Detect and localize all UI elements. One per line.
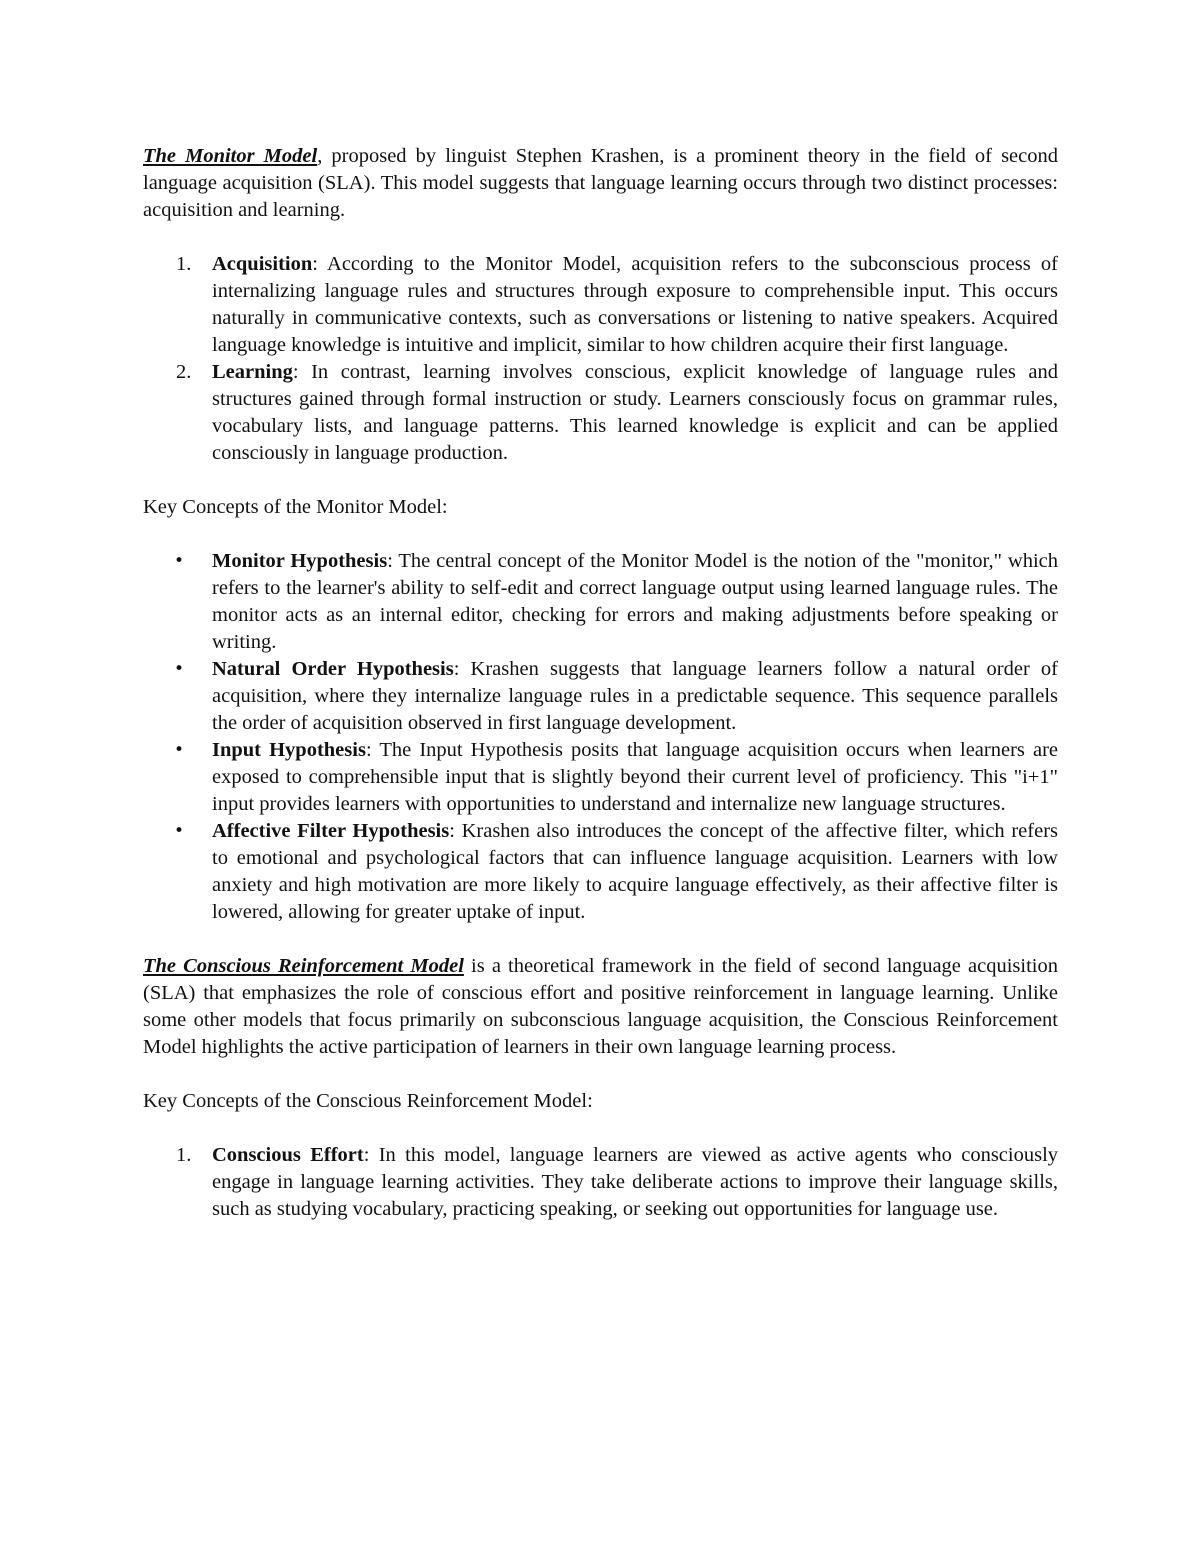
monitor-model-intro — [143, 143, 1058, 224]
bullet-icon: • — [174, 821, 185, 841]
conscious-model-intro-text: is a theoretical framework in the field of second language acquisition (SLA) that emphasizes the role of conscious effort and positive reinforcement in language learning. Unlike some other models that focus primarily on subconscious language acquisition, the Conscious Reinforcement Model highlights the active participation of learners in their own language learning process. — [143, 955, 1058, 1058]
bullet-icon: • — [174, 551, 185, 571]
list-item-input-hypothesis — [143, 737, 1058, 818]
list-number: 1. — [176, 1144, 192, 1166]
term-acquisition: Acquisition — [212, 253, 313, 275]
conscious-concepts-list — [143, 1142, 1058, 1223]
conscious-model-intro — [143, 953, 1058, 1061]
item-text: : In contrast, learning involves conscious, explicit knowledge of language rules and structures gained through formal instruction or study. Learners consciously focus on grammar rules, vocabulary lists, and language patterns. This learned knowledge is explicit and can be applied consciously in language production. — [212, 361, 1058, 464]
term-learning: Learning — [212, 361, 293, 383]
monitor-key-concepts-heading: Key Concepts of the Monitor Model: — [143, 496, 448, 518]
list-item-acquisition — [143, 251, 1058, 359]
item-text: : Krashen suggests that language learners follow a natural order of acquisition, where they internalize language rules in a predictable sequence. This sequence parallels the order of acquisition observed in first language development. — [212, 658, 1058, 734]
list-number: 1. — [176, 253, 192, 275]
list-item-natural-order-hypothesis — [143, 656, 1058, 737]
spacer — [143, 1061, 1058, 1088]
spacer — [143, 224, 1058, 251]
term-natural-order-hypothesis: Natural Order Hypothesis — [212, 658, 454, 680]
list-item-monitor-hypothesis — [143, 548, 1058, 656]
spacer — [143, 467, 1058, 494]
processes-list — [143, 251, 1058, 467]
spacer — [143, 926, 1058, 953]
item-text: : The central concept of the Monitor Model is the notion of the "monitor," which refers to the learner's ability to self-edit and correct language output using learned language rules. The monitor acts as an internal editor, checking for errors and making adjustments before speaking or writing. — [212, 550, 1058, 653]
item-text: : In this model, language learners are viewed as active agents who consciously engage in language learning activities. They take deliberate actions to improve their language skills, such as studying vocabulary, practicing speaking, or seeking out opportunities for language use. — [212, 1144, 1059, 1220]
spacer — [143, 1115, 1058, 1142]
monitor-concepts-list — [143, 548, 1058, 926]
item-text: : Krashen also introduces the concept of the affective filter, which refers to emotional and psychological factors that can influence language acquisition. Learners with low anxiety and high motivation are more likely to acquire language effectively, as their affective filter is lowered, allowing for greater uptake of input. — [212, 820, 1058, 923]
list-item-conscious-effort — [143, 1142, 1058, 1223]
spacer — [143, 521, 1058, 548]
list-item-learning — [143, 359, 1058, 467]
term-monitor-hypothesis: Monitor Hypothesis — [212, 550, 388, 572]
term-affective-filter-hypothesis: Affective Filter Hypothesis — [212, 820, 450, 842]
list-number: 2. — [176, 361, 192, 383]
bullet-icon: • — [174, 659, 185, 679]
item-text: : According to the Monitor Model, acquisition refers to the subconscious process of internalizing language rules and structures through exposure to comprehensible input. This occurs naturally in communicative contexts, such as conversations or listening to native speakers. Acquired language knowledge is intuitive and implicit, similar to how children acquire their first language. — [212, 253, 1058, 356]
term-conscious-effort: Conscious Effort — [212, 1144, 364, 1166]
term-input-hypothesis: Input Hypothesis — [212, 739, 366, 761]
item-text: : The Input Hypothesis posits that language acquisition occurs when learners are exposed to comprehensible input that is slightly beyond their current level of proficiency. This "i+1" input provides learners with opportunities to understand and internalize new language structures. — [212, 739, 1058, 815]
bullet-icon: • — [174, 740, 185, 760]
conscious-model-title: The Conscious Reinforcement Model — [143, 955, 464, 977]
monitor-model-title: The Monitor Model — [143, 145, 318, 167]
list-item-affective-filter-hypothesis — [143, 818, 1058, 926]
conscious-key-concepts-heading: Key Concepts of the Conscious Reinforcement Model: — [143, 1090, 593, 1112]
monitor-model-intro-text: , proposed by linguist Stephen Krashen, is a prominent theory in the field of second language acquisition (SLA). This model suggests that language learning occurs through two distinct processes: acquisition and learning. — [143, 145, 1058, 221]
document-page — [143, 143, 1058, 1223]
